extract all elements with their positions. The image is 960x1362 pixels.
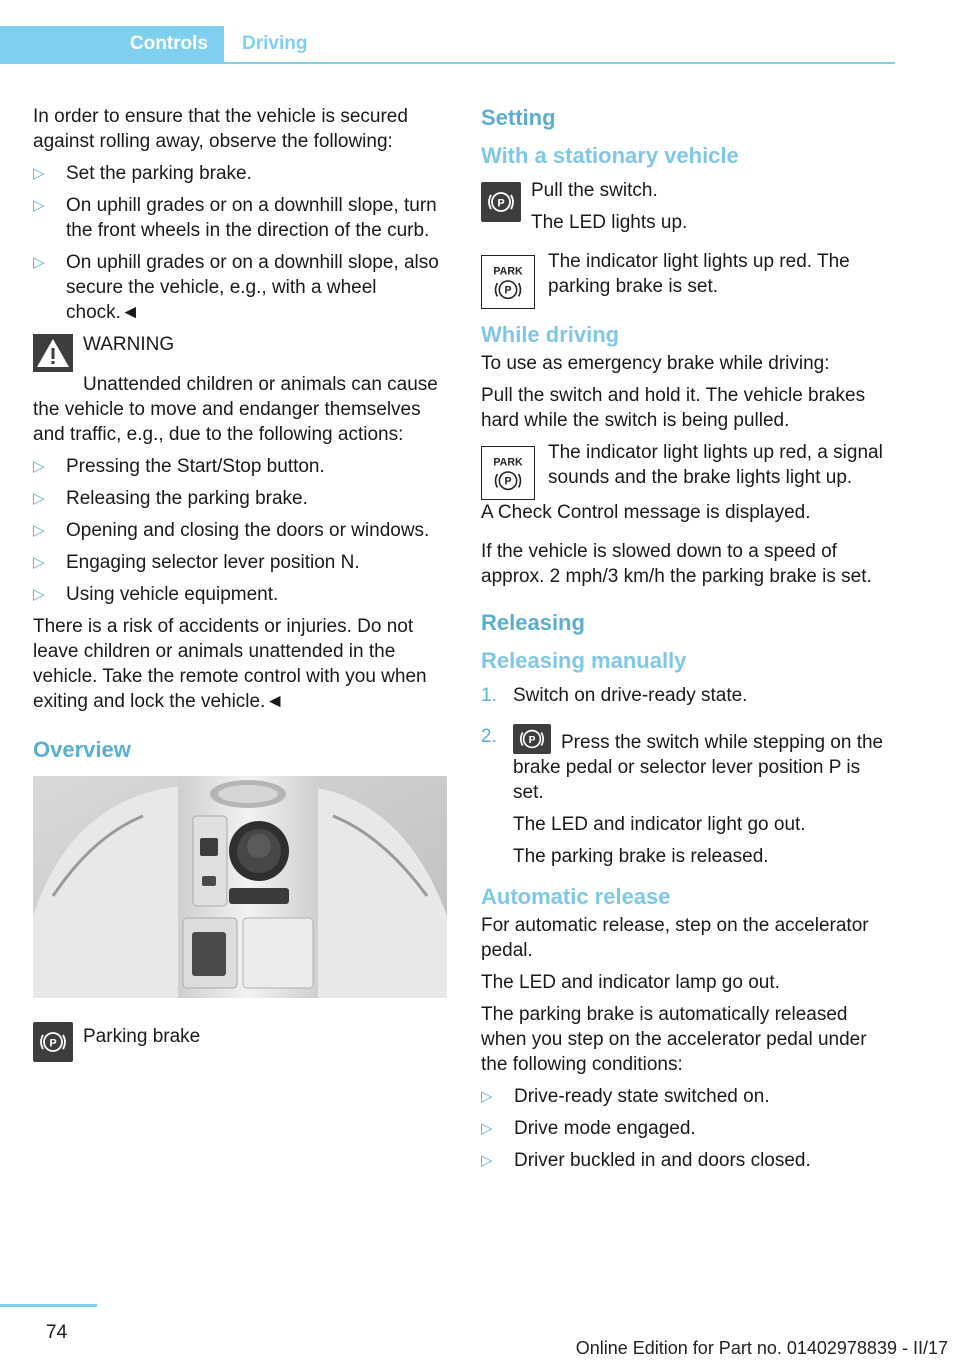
intro-paragraph: In order to ensure that the vehicle is secured against rolling away, observe the following: xyxy=(33,106,408,152)
bullet-triangle-icon: ▷ xyxy=(33,254,45,271)
bullet-triangle-icon: ▷ xyxy=(33,554,45,571)
slowed-down-text: If the vehicle is slowed down to a speed of approx. 2 mph/3 km/h the parking brake is set. xyxy=(481,541,872,587)
list-item: ▷ Using vehicle equipment. xyxy=(33,584,279,605)
indicator-red-text: The indicator light lights up red. The parking brake is set. xyxy=(548,251,850,297)
park-indicator-icon xyxy=(481,446,535,500)
bullet-triangle-icon: ▷ xyxy=(481,1152,493,1169)
list-item: ▷ Pressing the Start/Stop button. xyxy=(33,456,325,477)
list-item: ▷ Engaging selector lever position N. xyxy=(33,552,360,573)
bullet-triangle-icon: ▷ xyxy=(33,197,45,214)
list-item: ▷ Drive-ready state switched on. xyxy=(481,1086,770,1107)
list-item: 1. Switch on drive-ready state. xyxy=(481,685,748,706)
warning-block xyxy=(33,332,447,372)
bullet-triangle-icon: ▷ xyxy=(481,1088,493,1105)
stationary-heading: With a stationary vehicle xyxy=(481,143,739,168)
svg-text:P: P xyxy=(528,735,536,747)
automatic-release-heading: Automatic release xyxy=(481,884,671,909)
auto-conditions-list xyxy=(481,1084,893,1173)
warning-icon xyxy=(33,334,73,372)
svg-text:PARK: PARK xyxy=(493,456,523,469)
parking-brake-switch-icon xyxy=(513,724,551,754)
bullet-triangle-icon: ▷ xyxy=(33,458,45,475)
tab-driving[interactable]: Driving xyxy=(242,33,308,54)
warning-text: Unattended children or animals can cause the vehicle to move and endanger themselves and traffic, e.g., due to the following actions: xyxy=(33,374,438,445)
pull-hold-text: Pull the switch and hold it. The vehicle brakes hard while the switch is being pulled. xyxy=(481,385,866,431)
risk-paragraph: There is a risk of accidents or injuries. Do not leave children or animals unattended in the vehicle. Take the remote control with you when exiting and lock the vehicle.◄ xyxy=(33,616,427,712)
securing-list xyxy=(33,161,447,325)
edition-note: Online Edition for Part no. 01402978839 - II/17 xyxy=(575,1338,948,1358)
led-lights-text: The LED lights up. xyxy=(531,212,688,233)
left-column xyxy=(33,104,447,1058)
list-item: 2. P Press the switch while stepping on the brake pedal or selector lever position P is set. The LED and indicator light go out. The parking brake is released. xyxy=(481,724,893,869)
list-item: ▷ Opening and closing the doors or windows. xyxy=(33,520,430,541)
parking-brake-switch-icon xyxy=(33,1022,73,1062)
indicator-signal-block xyxy=(481,440,893,500)
step2-led-text: The LED and indicator light go out. xyxy=(513,814,806,835)
list-item: ▷ On uphill grades or on a downhill slope, also secure the vehicle, e.g., with a wheel chock.◄ xyxy=(33,252,439,323)
bullet-triangle-icon: ▷ xyxy=(481,1120,493,1137)
auto-step-text: For automatic release, step on the accelerator pedal. xyxy=(481,915,869,961)
bullet-triangle-icon: ▷ xyxy=(33,165,45,182)
indicator-block xyxy=(481,249,893,309)
step2-released-text: The parking brake is released. xyxy=(513,846,769,867)
parking-brake-switch-icon xyxy=(481,182,521,222)
auto-led-text: The LED and indicator lamp go out. xyxy=(481,972,780,993)
check-control-text: A Check Control message is displayed. xyxy=(481,502,811,523)
page-header xyxy=(0,26,895,64)
indicator-signal-text: The indicator light lights up red, a signal sounds and the brake lights light up. xyxy=(548,442,883,488)
pull-switch-block xyxy=(481,178,893,235)
svg-text:P: P xyxy=(504,284,512,297)
svg-text:P: P xyxy=(497,197,505,210)
right-column xyxy=(481,104,893,1180)
center-console-photo xyxy=(33,776,447,998)
bullet-triangle-icon: ▷ xyxy=(33,522,45,539)
warning-title: WARNING xyxy=(83,334,175,355)
list-item: ▷ On uphill grades or on a downhill slope, turn the front wheels in the direction of the curb. xyxy=(33,195,437,241)
parking-brake-legend xyxy=(33,1018,447,1058)
svg-text:P: P xyxy=(504,475,512,488)
list-item: ▷ Drive mode engaged. xyxy=(481,1118,696,1139)
page-number: 74 xyxy=(46,1322,68,1343)
parking-brake-label: Parking brake xyxy=(83,1026,201,1047)
list-item: ▷ Releasing the parking brake. xyxy=(33,488,308,509)
pull-switch-text: Pull the switch. xyxy=(531,180,658,201)
setting-heading: Setting xyxy=(481,105,556,130)
auto-conditions-text: The parking brake is automatically released when you step on the accelerator pedal under the following conditions: xyxy=(481,1004,867,1075)
tab-controls[interactable]: Controls xyxy=(0,26,224,62)
list-item: ▷ Driver buckled in and doors closed. xyxy=(481,1150,811,1171)
bullet-triangle-icon: ▷ xyxy=(33,586,45,603)
emergency-text: To use as emergency brake while driving: xyxy=(481,353,830,374)
svg-text:P: P xyxy=(49,1037,57,1050)
while-driving-heading: While driving xyxy=(481,322,620,347)
bullet-triangle-icon: ▷ xyxy=(33,490,45,507)
list-item: ▷ Set the parking brake. xyxy=(33,163,252,184)
releasing-heading: Releasing xyxy=(481,610,585,635)
footer-rule xyxy=(0,1304,97,1307)
park-indicator-icon xyxy=(481,255,535,309)
release-steps xyxy=(481,683,893,869)
svg-text:PARK: PARK xyxy=(493,265,523,278)
releasing-manually-heading: Releasing manually xyxy=(481,648,687,673)
overview-heading: Overview xyxy=(33,737,131,762)
warning-actions-list xyxy=(33,454,447,607)
